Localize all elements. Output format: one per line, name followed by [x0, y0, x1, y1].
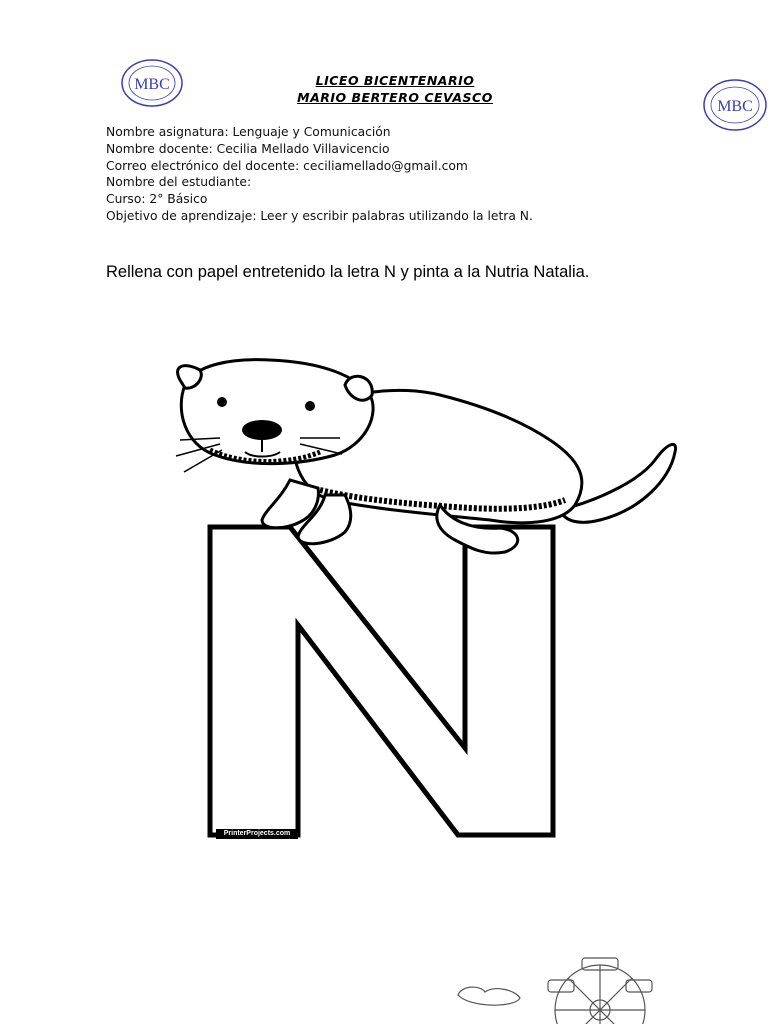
logo-text: MBC — [134, 76, 170, 93]
school-name-line1: LICEO BICENTENARIO — [315, 73, 475, 88]
letter-n-outline — [210, 527, 553, 835]
teacher-line: Nombre docente: Cecilia Mellado Villavicencio — [106, 141, 390, 156]
course-line: Curso: 2° Básico — [106, 192, 208, 207]
ferris-wheel-icon — [458, 958, 652, 1024]
email-line: Correo electrónico del docente: ceciliamellado@gmail.com — [106, 158, 468, 173]
otter-icon — [176, 360, 676, 553]
school-name-line2: MARIO BERTERO CEVASCO — [297, 90, 493, 105]
subject-line: Nombre asignatura: Lenguaje y Comunicación — [106, 125, 391, 139]
logo-text: MBC — [717, 98, 753, 115]
objective-line: Objetivo de aprendizaje: Leer y escribir palabras utilizando la letra N. — [106, 208, 533, 223]
student-name-line: Nombre del estudiante: — [106, 175, 252, 190]
image-credit: PrinterProjects.com — [216, 829, 298, 839]
instruction-text: Rellena con papel entretenido la letra N y pinta a la Nutria Natalia. — [106, 263, 590, 281]
